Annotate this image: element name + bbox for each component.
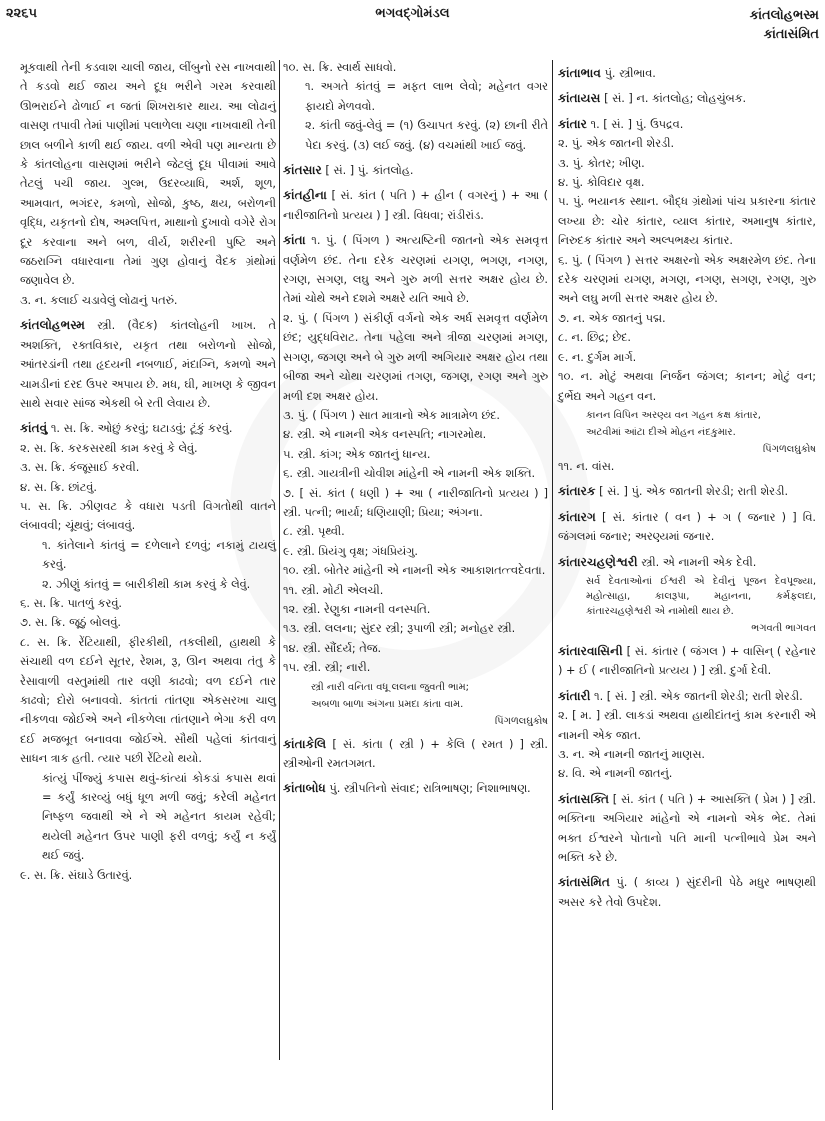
sense-entry: ૯. ન. દુર્ગમ માર્ગ. [558,350,637,364]
page-header [0,0,825,58]
dictionary-entry [558,790,816,868]
entry-headword: કાંતા [283,233,306,248]
dictionary-entry [20,419,276,438]
sense-entry: ૧૧. ન. વાંસ. [558,459,615,473]
sense-entry: ૬. પું. ( પિંગળ ) સત્તર અક્ષરનો એક અક્ષરમેળ છંદ. તેના દરેક ચરણમાં યગણ, મગણ, નગણ, સગણ, રગણ, ગુરુ અને લઘુ મળી સત્તર અક્ષર હોય છે. [558,253,816,306]
sense-entry: ૩. ન. કલાઈ ચડાવેલું લોઢાનું પતરું. [20,293,178,307]
guide-word-first: કાંતલોહભસ્મ [749,8,819,23]
entry-definition: ૧. પું. ( પિંગળ ) અત્યષ્ટિની જાતનો એક સમવૃત્ત વર્ણમેળ છંદ. તેના દરેક ચરણમાં યગણ, ભગણ, નગણ, રગણ, સગણ, લઘુ અને ગુરુ મળી સત્તર અક્ષર હોય છે. તેમાં ચોથે અને દશમે અક્ષરે યતિ આવે છે. [283,234,548,306]
idiom-entry: ૨. કાંતી જવું-લેવું = (૧) ઉચાપત કરવું. (૨) છાની રીતે પેદા કરવું. (૩) લઈ જવું. (૪) વચમાંથી ખાઈ જવું. [305,119,548,152]
sense-entry: ૨. પું. ( પિંગળ ) સંકીર્ણ વર્ગનો એક અર્ધ સમવૃત્ત વર્ણમેળ છંદ; યુદ્ધવિરાટ. તેના પહેલા અને ત્રીજા ચરણમાં મગણ, સગણ, જગણ અને બે ગુરુ મળી અગિયાર અક્ષર હોય તથા બીજા અને ચોથા ચરણમાં તગણ, જગણ, રગણ અને ગુરુ મળી દશ અક્ષર હોય. [283,311,548,403]
sense-entry: ૯. સ. ક્રિ. સંઘાડે ઉતારવું. [20,868,133,882]
verse-quotation [283,680,548,729]
entry-definition: [ સં. કાંતાર ( જંગલ ) + વાસિન્ ( રહેનાર ) + ઈ ( નારીજાતિનો પ્રત્યય ) ] સ્ત્રી. દુર્ગા દેવી. [558,644,816,678]
sense-entry: ૩. પું. કોતર; ખીણ. [558,156,645,170]
sense-entry: ૮. સ. ક્રિ. રેંટિયાથી, ફીરકીથી, તકલીથી, હાથથી કે સંચાથી વળ દઈને સૂતર, રેશમ, રૂ, ઊન અથવા તંતુ કે રેસાવાળી વસ્તુમાંથી તાર વણી કાઢવો; વળ દઈને તાર કાઢવો; દોરો બનાવવો. કાંતતાં તાંતણા એકસરખા ચાલુ નીકળવા જોઈએ અને નીકળેલા તાંતણાને ભેગા કરી વળ દઈ મજબૂત બનાવવા જોઈએ. સૌથી પહેલાં કાંતવાનું સાધન ત્રાક હતી. ત્યાર પછી રેંટિયો થયો. [20,635,276,766]
entry-headword: કાંતલોહભસ્મ [20,318,85,333]
dictionary-entry [558,687,816,706]
verse-line: સર્વ દેવતાઓનાં ઈશ્વરી એ દેવીનું પૂજન દેવપૂજ્યા, મહોત્સાહા, કાલરૂપા, મહાનના, કર્મફલદા, કાંતારચહણેશ્વરી એ નામોથી થાય છે. [586,575,816,617]
sense-entry: ૯. સ્ત્રી. પ્રિયંગુ વૃક્ષ; ગંધપ્રિયંગુ. [283,544,419,558]
entry-headword: કાંતવું [20,421,48,436]
quotation-source: ભગવતી ભાગવત [751,622,816,634]
sense-entry: ૨. સ. ક્રિ. કરકસરથી કામ કરવું કે લેવું. [20,441,198,455]
dictionary-entry [283,186,548,225]
sense-entry: ૫. પું. ભયાનક સ્થાન. બૌદ્ધ ગ્રંથોમાં પાંચ પ્રકારના કાંતાર લખ્યા છે: ચોર કાંતાર, વ્યાલ કાંતાર, અમાનુષ કાંતાર, નિરુદક કાંતાર અને અલ્પભક્ષ્ય કાંતાર. [558,195,816,248]
dictionary-entry [558,873,816,912]
sense-entry: ૬. સ્ત્રી. ગાયત્રીની ચોવીશ માંહેની એ નામની એક શક્તિ. [283,467,536,481]
dictionary-entry [283,161,548,180]
entry-headword: કાંતારગ [558,509,596,524]
sense-entry: ૮. સ્ત્રી. પૃથ્વી. [283,525,345,539]
dictionary-entry [20,316,276,413]
sense-entry: ૭. ન. એક જાતનું પદ્મ. [558,311,666,325]
sense-entry: ૩. ન. એ નામની જાતનું માણસ. [558,747,706,761]
entry-headword: કાંતાભાવ [558,66,601,80]
idiom-entry: ૧. કાંતેલાને કાંતવું = દળેલાને દળવું; નકામું ટાયલું કરવું. [42,538,276,572]
sense-entry: ૧૩. સ્ત્રી. લલના; સુંદર સ્ત્રી; રૂપાળી સ્ત્રી; મનોહર સ્ત્રી. [283,622,516,636]
guide-words [750,6,819,44]
entry-headword: કાંતાબોધ [283,781,326,796]
entry-definition: [ સં. ] પું. એક જાતની શેરડી; રાતી શેરડી. [595,485,789,499]
entry-headword: કાંતારી [558,688,591,703]
idiom-entry: ૨. ઝીણું કાંતવું = બારીકીથી કામ કરવું કે લેવું. [42,577,251,591]
entry-headword: કાંતાસંમિત [558,875,610,890]
guide-word-last: કાંતાસંમિત [763,27,819,42]
entry-definition: [ સં. કાંતા ( સ્ત્રી ) + કેલિ ( રમત ) ] સ્ત્રી. સ્ત્રીઓની રમતગમત. [283,737,548,770]
verse-line: અબળા બાળા અંગના પ્રમદા કાંતા વામ. [311,698,464,710]
dictionary-entry [558,89,816,108]
sense-entry: ૭. [ સં. કાંત ( ધણી ) + આ ( નારીજાતિનો પ્રત્યય ) ] સ્ત્રી. પત્ની; ભાર્યા; ધણિયાણી; પ્રિયા; અંગના. [283,486,548,519]
dictionary-entry [558,508,816,547]
column-2 [283,58,548,799]
entry-definition: પું. સ્ત્રીભાવ. [601,67,656,80]
entry-definition: [ સં. ] પું. કાંતલોહ. [321,164,414,178]
body-text: મૂકવાથી તેની કડવાશ ચાલી જાય, લીંબુનો રસ નાખવાથી તે કડવો થઈ જાય અને દૂધ ભરીને ગરમ કરવાથી ઊભરાઈને ઢોળાઈ ન જતાં શિખરાકાર થાય. આ લોઢાનું વાસણ તપાવી તેમાં પાણીમાં પલાળેલા ચણા નાખવાથી તેની છાલ બળીને કાળી થઈ જાય. વળી એવી પણ માન્યતા છે કે કાંતલોહના વાસણમાં ભરીને જેટલું દૂધ પીવામાં આવે તેટલું પચી જાય. ગુલ્મ, ઉદરવ્યાધિ, અર્શ, શૂળ, આમવાત, ભગંદર, કમળો, સોજો, કુષ્ઠ, ક્ષય, બરોળની વૃદ્ધિ, યકૃતનો દોષ, અમ્લપિત્ત, માથાનો દુખાવો વગેરે રોગ દૂર કરવાના અને બળ, વીર્ય, શરીરની પુષ્ટિ અને જઠરાગ્નિ વધારવાના તેમાં ગુણ હોવાનું વૈદક ગ્રંથોમાં જણાવેલ છે. [20,61,276,288]
dictionary-entry [558,482,816,501]
sense-entry: ૧૧. સ્ત્રી. મોટી એલચી. [283,583,384,597]
verse-line: સ્ત્રી નારી વનિતા વધૂ લલના જુવતી ભામ; [311,681,470,693]
sense-entry: ૮. ન. છિદ્ર; છેદ. [558,331,631,345]
entry-definition: સ્ત્રી. (વૈદક) કાંતલોહની ખાખ. તે અશક્તિ, રક્તવિકાર, યકૃત તથા બરોળનો સોજો, આંતરડાંની તથા હૃદયની નબળાઈ, મંદાગ્નિ, કમળો અને ચામડીનાં દરદ ઉપર અપાય છે. મધ, ઘી, માખણ કે જીવન સાથે સવાર સાંજ એકથી બે રતી લેવાય છે. [20,319,276,410]
verse-quotation [558,408,816,457]
dictionary-entry [558,64,816,83]
verse-line: અટવીમાં આંટા દીએ મોહન નંદકુમાર. [586,426,736,438]
dictionary-entry [558,642,816,681]
quotation-source: પિંગળલઘુકોષ [494,715,548,727]
sense-entry: ૪. પું. કોવિદાર વૃક્ષ. [558,176,645,190]
entry-definition: ૧. સ. ક્રિ. ઓછું કરવું; ઘટાડવું; ટૂંકું કરવું. [47,422,233,436]
sense-entry: ૪. સ. ક્રિ. છાંટવું. [20,480,97,494]
page-number: ૨૨૬૫ [6,6,38,21]
sense-entry: ૩. સ. ક્રિ. કંજૂસાઈ કરવી. [20,461,140,475]
sense-entry: ૧૪. સ્ત્રી. સૌંદર્ય; તેજ. [283,641,382,655]
sense-entry: ૫. સ્ત્રી. કાંગ; એક જાતનું ધાન્ય. [283,447,431,461]
dictionary-entry [283,231,548,309]
sense-entry: ૬. સ. ક્રિ. પાતળું કરવું. [20,596,122,610]
idiom-entry: કાંત્યું પીંજ્યું કપાસ થવું-કાંત્યાં કોકડાં કપાસ થવાં = કર્યું કારવ્યું બધું ધૂળ મળી જવું; કરેલી મહેનત નિષ્ફળ જવાથી એ ને એ મહેનત કાયમ રહેવી; થયેલી મહેનત ઉપર પાણી ફરી વળવું; કર્યું ન કર્યું થઈ જવું. [42,771,276,863]
sense-entry: ૨. [ મ. ] સ્ત્રી. લાકડાં અથવા હાથીદાંતનું કામ કરનારી એ નામની એક જાત. [558,709,816,742]
verse-line: કાનન વિપિન અરણ્ય વન ગહન કક્ષ કાંતાર, [586,409,761,421]
entry-headword: કાંતારક [558,484,596,499]
entry-definition: ૧. [ સં. ] સ્ત્રી. એક જાતની શેરડી; રાતી શેરડી. [590,689,803,703]
column-divider [279,60,280,1060]
sense-entry: ૨. પું. એક જાતની શેરડી. [558,137,675,151]
running-title: ભગવદ્ગોમંડલ [375,6,450,21]
entry-headword: કાંતાયસ [558,91,601,106]
entry-headword: કાંતાર [558,116,587,131]
sense-entry: ૫. સ. ક્રિ. ઝીણવટ કે વધારા પડતી વિગતોથી વાતને લંબાવવી; ચૂંથવું; લંબાવવું. [20,499,276,533]
entry-definition: [ સં. કાંતાર ( વન ) + ગ ( જનાર ) ] વિ. જંગલમાં જનાર; અરણ્યમાં જનાર. [558,510,816,544]
entry-headword: કાંતાસક્તિ [558,791,610,806]
entry-headword: કાંતારચહણેશ્વરી [558,554,638,569]
entry-definition: પું. ( કાવ્ય ) સુંદરીની પેઠે મધુર ભાષણથી અસર કરે તેવો ઉપદેશ. [558,876,816,909]
sense-entry: ૧૦. સ્ત્રી. બોતેર માંહેની એ નામની એક આકાશતત્ત્વદેવતા. [283,564,546,578]
entry-headword: કાંતહીના [283,188,327,203]
dictionary-entry [558,553,816,572]
sense-entry: ૧૫. સ્ત્રી. સ્ત્રી; નારી. [283,661,371,675]
entry-definition: [ સં. કાંત ( પતિ ) + આસક્તિ ( પ્રેમ ) ] સ્ત્રી. ભક્તિના અગિયાર માંહેનો એ નામનો એક ભેદ. તેમાં ભક્ત ઈશ્વરને પોતાનો પતિ માની પત્નીભાવે પ્રેમ અને ભક્તિ કરે છે. [558,792,816,864]
entry-definition: [ સં. કાંત ( પતિ ) + હીન ( વગરનું ) + આ ( નારીજાતિનો પ્રત્યય ) ] સ્ત્રી. વિધવા; રાંડીરાંડ. [283,189,548,222]
verse-quotation [558,574,816,636]
sense-entry: ૪. સ્ત્રી. એ નામની એક વનસ્પતિ; નાગરમોથ. [283,428,487,442]
sense-entry: ૧૦. ન. મોટું અથવા નિર્જન જંગલ; કાનન; મોટું વન; દુર્ભેદ્ય અને ગહન વન. [558,370,816,403]
column-1 [20,58,276,885]
sense-entry: ૧૦. સ. ક્રિ. સ્વાર્થ સાધવો. [283,61,397,74]
idiom-entry: ૧. અગતે કાંતવું = મફત લાભ લેવો; મહેનત વગર ફાયદો મેળવવો. [305,80,548,113]
entry-headword: કાંતસાર [283,163,322,178]
entry-definition: પું. સ્ત્રીપતિનો સંવાદ; રાત્રિભાષણ; નિશાભાષણ. [325,782,531,796]
dictionary-entry [558,115,816,134]
sense-entry: ૩. પું. ( પિંગળ ) સાત માત્રાનો એક માત્રામેળ છંદ. [283,408,501,422]
dictionary-entry [283,735,548,774]
sense-entry: ૪. વિ. એ નામની જાતનું. [558,767,673,781]
quotation-source: પિંગળલઘુકોષ [762,443,816,455]
dictionary-entry [283,779,548,798]
sense-entry: ૭. સ. ક્રિ. જૂઠું બોલવું. [20,616,121,630]
entry-definition: ૧. [ સં. ] પું. ઉપદ્રવ. [586,117,684,131]
entry-definition: સ્ત્રી. એ નામની એક દેવી. [637,555,757,569]
entry-headword: કાંતાકેલિ [283,736,327,751]
column-3 [558,58,816,912]
entry-headword: કાંતારવાસિની [558,643,623,658]
column-divider [552,60,553,1110]
entry-definition: [ સં. ] ન. કાંતલોહ; લોહચુંબક. [600,92,747,106]
sense-entry: ૧૨. સ્ત્રી. રેણુકા નામની વનસ્પતિ. [283,602,431,616]
